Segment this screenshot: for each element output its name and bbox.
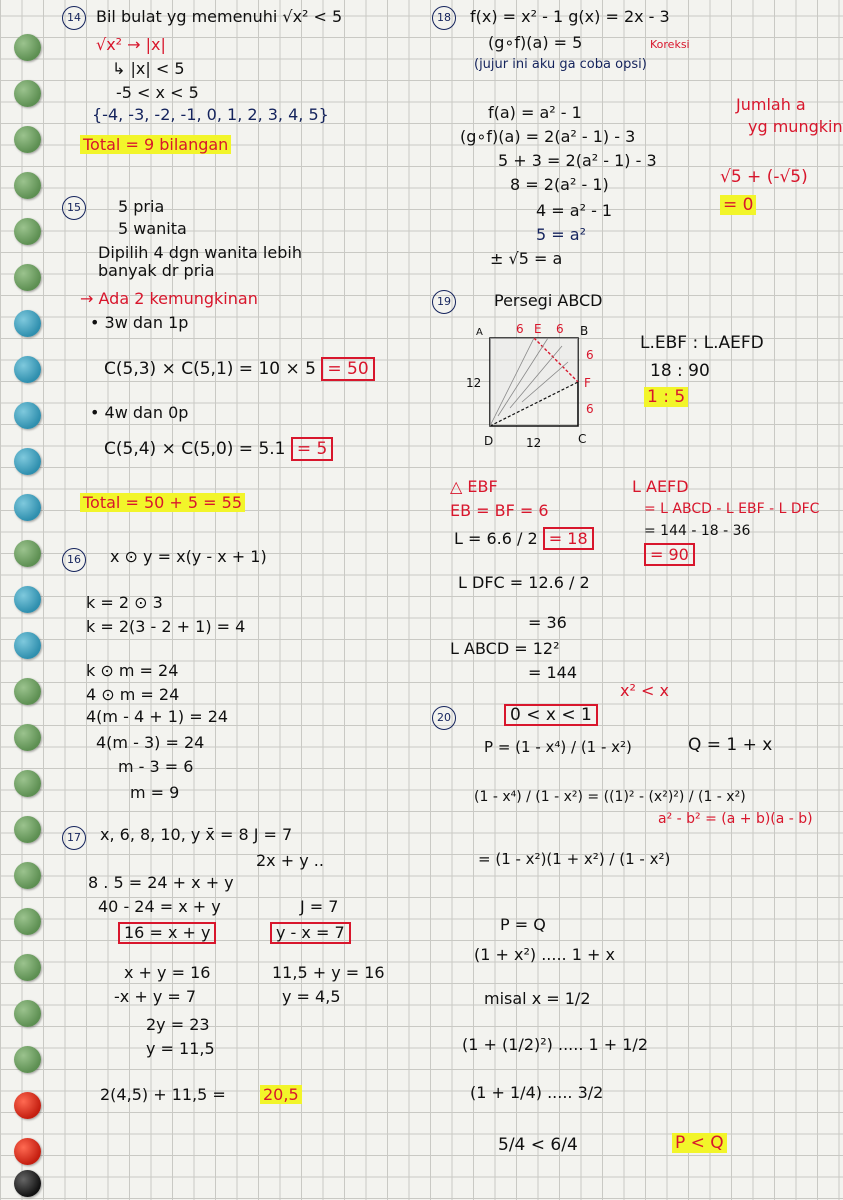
answer <box>672 1134 727 1152</box>
boxed-equation: y - x = 7 <box>270 922 351 944</box>
step: = 36 <box>528 613 567 632</box>
highlighted-answer: 20,5 <box>260 1085 302 1104</box>
step: 5 = a² <box>536 225 586 244</box>
question-number: 18 <box>432 6 456 30</box>
step: 40 - 24 = x + y <box>98 897 221 916</box>
step: = 144 <box>528 663 578 682</box>
combination-expression: C(5,4) × C(5,0) = 5.1 <box>104 439 286 459</box>
step: -5 < x < 5 <box>116 83 199 102</box>
step: (1 + x²) ..... 1 + x <box>474 945 615 964</box>
ratio-title: L.EBF : L.AEFD <box>640 333 764 353</box>
identity-note: a² - b² = (a + b)(a - b) <box>658 811 813 827</box>
step: 2y = 23 <box>146 1015 210 1034</box>
highlighted-answer: 1 : 5 <box>644 387 688 407</box>
highlighted-answer: = 0 <box>720 195 756 215</box>
step: = L ABCD - L EBF - L DFC <box>644 501 820 517</box>
boxed-result: = 90 <box>644 543 695 566</box>
step: 4 = a² - 1 <box>536 201 613 220</box>
boxed-condition: 0 < x < 1 <box>504 704 598 726</box>
step: (g∘f)(a) = 2(a² - 1) - 3 <box>460 127 636 146</box>
question-title: Persegi ABCD <box>494 291 603 310</box>
step: f(x) = x² - 1 g(x) = 2x - 3 <box>470 7 670 26</box>
step: 5/4 < 6/4 <box>498 1135 578 1155</box>
step: • 4w dan 0p <box>90 403 189 422</box>
step: {-4, -3, -2, -1, 0, 1, 2, 3, 4, 5} <box>92 105 329 124</box>
step: 5 pria <box>118 197 165 216</box>
step: √x² → |x| <box>96 35 166 54</box>
step: 5 wanita <box>118 219 187 238</box>
step: y = 11,5 <box>146 1039 215 1058</box>
step: f(a) = a² - 1 <box>488 103 582 122</box>
question-number: 20 <box>432 706 456 730</box>
step: L DFC = 12.6 / 2 <box>458 573 590 592</box>
step: (1 + (1/2)²) ..... 1 + 1/2 <box>462 1035 648 1054</box>
vertex-label: E <box>534 322 542 336</box>
answer: m = 9 <box>130 783 180 802</box>
note: x² < x <box>620 681 669 700</box>
side-note: Jumlah a <box>736 95 806 114</box>
question-title: Bil bulat yg memenuhi √x² < 5 <box>96 7 343 26</box>
step: 2(4,5) + 11,5 = <box>100 1085 226 1104</box>
step: 5 + 3 = 2(a² - 1) - 3 <box>498 151 657 170</box>
vertex-label: C <box>578 432 587 446</box>
note: (jujur ini aku ga coba opsi) <box>474 57 647 72</box>
step: ↳ |x| < 5 <box>112 59 185 78</box>
step: ± √5 = a <box>490 249 563 268</box>
side-length: 6 <box>586 348 594 362</box>
boxed-result: = 50 <box>321 357 374 381</box>
step: k ⊙ m = 24 <box>86 661 179 680</box>
step <box>454 530 594 548</box>
step: x, 6, 8, 10, y x̄ = 8 J = 7 <box>100 825 293 844</box>
step <box>644 546 695 564</box>
step: k = 2(3 - 2 + 1) = 4 <box>86 617 246 636</box>
step: 8 . 5 = 24 + x + y <box>88 873 234 892</box>
question-number: 14 <box>62 6 86 30</box>
shaded-region <box>490 338 578 426</box>
answer <box>644 388 688 406</box>
step: = (1 - x²)(1 + x²) / (1 - x²) <box>478 850 671 868</box>
side-length: 6 <box>516 322 524 336</box>
step: banyak dr pria <box>98 261 215 280</box>
question-number: 15 <box>62 196 86 220</box>
step: 11,5 + y = 16 <box>272 963 385 982</box>
step: → Ada 2 kemungkinan <box>80 289 258 308</box>
step: 2x + y .. <box>256 851 324 870</box>
step: △ EBF <box>450 477 498 496</box>
boxed-result: = 5 <box>291 437 333 461</box>
side-note: yg mungkin <box>748 117 843 136</box>
step: L ABCD = 12² <box>450 639 560 658</box>
vertex-label: D <box>484 434 494 448</box>
step: = 144 - 18 - 36 <box>644 523 751 539</box>
question-number: 17 <box>62 826 86 850</box>
step: L AEFD <box>632 477 689 496</box>
highlighted-answer: P < Q <box>672 1133 727 1153</box>
side-length: 6 <box>586 402 594 416</box>
highlighted-answer: Total = 9 bilangan <box>80 135 231 154</box>
boxed-result: = 18 <box>543 527 594 550</box>
boxed-equation: 16 = x + y <box>118 922 216 944</box>
step: -x + y = 7 <box>114 987 197 1006</box>
area-expression: L = 6.6 / 2 <box>454 529 538 548</box>
step: Dipilih 4 dgn wanita lebih <box>98 243 302 262</box>
highlighted-answer: Total = 50 + 5 = 55 <box>80 493 245 512</box>
step: (1 + 1/4) ..... 3/2 <box>470 1083 604 1102</box>
step: misal x = 1/2 <box>484 989 591 1008</box>
side-note: √5 + (-√5) <box>720 167 808 187</box>
step: • 3w dan 1p <box>90 313 189 332</box>
step: (g∘f)(a) = 5 <box>488 33 583 52</box>
vertex-label: B <box>580 324 589 338</box>
step: k = 2 ⊙ 3 <box>86 593 163 612</box>
ratio-values: 18 : 90 <box>650 361 710 381</box>
step: EB = BF = 6 <box>450 501 549 520</box>
vertex-label: F <box>584 376 591 390</box>
step: P = Q <box>500 915 546 934</box>
step: y = 4,5 <box>282 987 341 1006</box>
step: m - 3 = 6 <box>118 757 194 776</box>
step: Q = 1 + x <box>688 735 773 755</box>
step: 8 = 2(a² - 1) <box>510 175 609 194</box>
step: x + y = 16 <box>124 963 211 982</box>
vertex-label: A <box>476 327 483 338</box>
question-number: 16 <box>62 548 86 572</box>
step: 4(m - 4 + 1) = 24 <box>86 707 229 726</box>
note: Koreksi <box>650 38 690 51</box>
side-length: 6 <box>556 322 564 336</box>
side-length: 12 <box>526 436 542 450</box>
step: (1 - x⁴) / (1 - x²) = ((1)² - (x²)²) / (1 - x²) <box>474 789 746 805</box>
combination-expression: C(5,3) × C(5,1) = 10 × 5 <box>104 359 316 379</box>
step: 4(m - 3) = 24 <box>96 733 205 752</box>
step: 4 ⊙ m = 24 <box>86 685 180 704</box>
side-length: 12 <box>466 376 482 390</box>
step: J = 7 <box>300 897 339 916</box>
question-number: 19 <box>432 290 456 314</box>
step: x ⊙ y = x(y - x + 1) <box>110 547 267 566</box>
step: P = (1 - x⁴) / (1 - x²) <box>484 738 632 756</box>
